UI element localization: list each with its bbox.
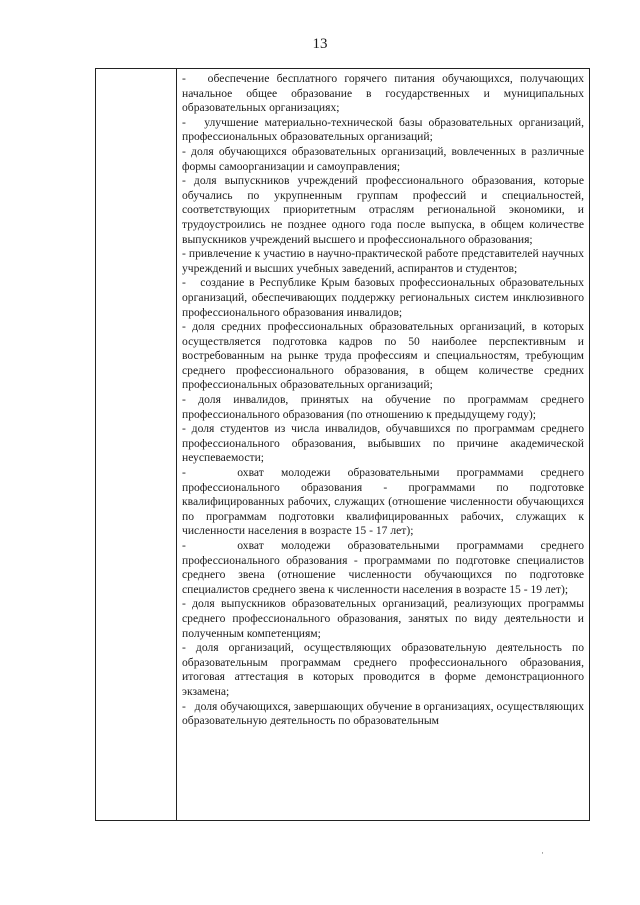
list-item: - создание в Республике Крым базовых профессиональных образовательных организаций, обеспечивающих поддержку региональных систем инклюзивного профессионального образования инвалидов; xyxy=(182,276,584,319)
list-item: - доля выпускников учреждений профессионального образования, которые обучались по укрупненным группам профессий и специальностей, соответствующих приоритетным отраслям региональной экономики, и трудоустроились не позднее одного года после выпуска, в общем количестве выпускников учреждений высшего и профессионального образования; xyxy=(182,174,584,246)
list-item: - улучшение материально-технической базы образовательных организаций, профессиональных образовательных организаций; xyxy=(182,115,584,144)
column-divider xyxy=(176,69,177,820)
document-table xyxy=(95,68,590,821)
list-item: - охват молодежи образовательными программами среднего профессионального образования - программами по подготовке квалифицированных рабочих, служащих (отношение численности обучающихся по программам подготовки квалифицированных рабочих, служащих к численности населения в возрасте 15 - 17 лет); xyxy=(182,466,584,538)
list-item: - доля инвалидов, принятых на обучение по программам среднего профессионального образования (по отношению к предыдущему году); xyxy=(182,393,584,421)
list-item: - доля средних профессиональных образовательных организаций, в которых осуществляется подготовка кадров по 50 наиболее перспективным и востребованным на рынке труда профессиям и специальностям, требующим среднего профессионального образования, в общем количестве средних профессиональных образовательных организаций; xyxy=(182,320,584,392)
list-item: - обеспечение бесплатного горячего питания обучающихся, получающих начальное общее образование в государственных и муниципальных образовательных организациях; xyxy=(182,72,584,115)
list-item: - доля обучающихся, завершающих обучение в организациях, осуществляющих образовательную деятельность по образовательным xyxy=(182,699,584,728)
list-item: - доля организаций, осуществляющих образовательную деятельность по образовательным программам среднего профессионального образования, итоговая аттестация в которых проводится в форме демонстрационного экзамена; xyxy=(182,641,584,698)
list-item: - доля выпускников образовательных организаций, реализующих программы среднего профессионального образования, занятых по виду деятельности и полученным компетенциям; xyxy=(182,597,584,640)
scan-artifact: · xyxy=(541,848,544,858)
list-item: - доля студентов из числа инвалидов, обучавшихся по программам среднего профессионального образования, выбывших по причине академической неуспеваемости; xyxy=(182,422,584,465)
page-number: 13 xyxy=(312,36,328,52)
list-item: - охват молодежи образовательными программами среднего профессионального образования - программами по подготовке специалистов среднего звена (отношение численности обучающихся по подготовке специалистов среднего звена к численности населения в возрасте 15 - 19 лет); xyxy=(182,539,584,596)
list-item: - доля обучающихся образовательных организаций, вовлеченных в различные формы самоорганизации и самоуправления; xyxy=(182,144,584,173)
table-cell-content xyxy=(182,72,584,729)
list-item: - привлечение к участию в научно-практической работе представителей научных учреждений и высших учебных заведений, аспирантов и студентов; xyxy=(182,247,584,275)
